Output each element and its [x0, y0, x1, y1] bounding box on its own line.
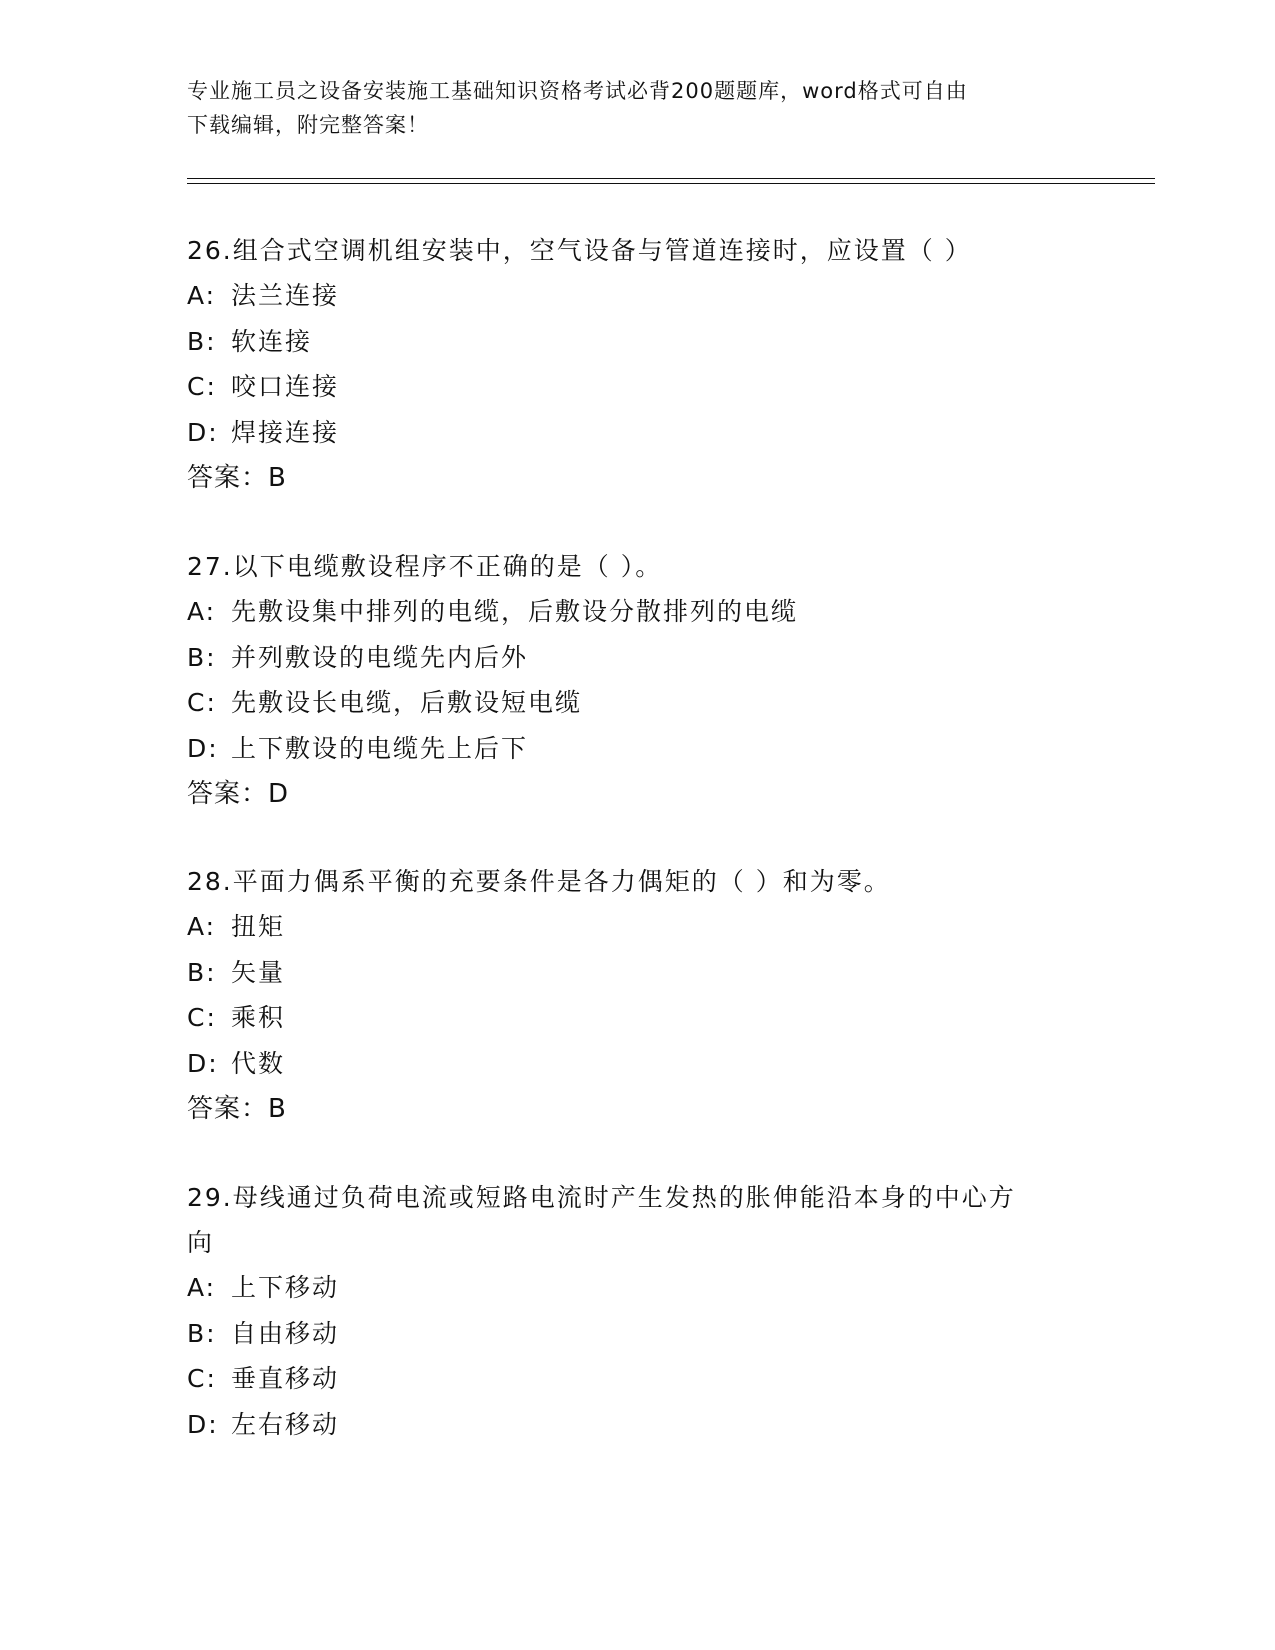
option-b — [187, 950, 1087, 996]
option-d — [187, 410, 1087, 456]
option-d — [187, 726, 1087, 772]
option-c — [187, 995, 1087, 1041]
question-27 — [187, 544, 1087, 817]
option-key: D: — [187, 1409, 219, 1439]
document-header — [187, 74, 1087, 142]
option-text: 并列敷设的电缆先内后外 — [231, 642, 529, 672]
option-text: 软连接 — [231, 326, 313, 356]
option-text: 法兰连接 — [231, 281, 340, 310]
option-key: B: — [187, 957, 217, 987]
option-c — [187, 680, 1087, 726]
header-line-1: 专业施工员之设备安装施工基础知识资格考试必背200题题库，word格式可自由 — [187, 79, 968, 103]
option-key: C: — [187, 372, 217, 401]
option-text: 自由移动 — [231, 1318, 340, 1348]
question-stem-line-1: 29.母线通过负荷电流或短路电流时产生发热的胀伸能沿本身的中心方 — [187, 1183, 1016, 1212]
option-a — [187, 589, 1087, 635]
option-text: 代数 — [231, 1048, 286, 1078]
option-c — [187, 1356, 1087, 1402]
option-key: C: — [187, 688, 217, 717]
option-key: D: — [187, 1048, 219, 1078]
question-28 — [187, 859, 1087, 1132]
answer-line: 答案：D — [187, 779, 290, 809]
option-key: A: — [187, 912, 217, 941]
question-stem: 26.组合式空调机组安装中，空气设备与管道连接时，应设置（ ） — [187, 236, 972, 265]
option-text: 上下敷设的电缆先上后下 — [231, 733, 529, 763]
option-key: A: — [187, 1273, 217, 1302]
option-text: 咬口连接 — [231, 372, 340, 401]
option-b — [187, 319, 1087, 365]
option-d — [187, 1402, 1087, 1448]
question-stem: 28.平面力偶系平衡的充要条件是各力偶矩的（ ）和为零。 — [187, 867, 891, 896]
option-key: B: — [187, 1318, 217, 1348]
option-text: 矢量 — [231, 957, 286, 987]
header-divider-top — [187, 178, 1155, 179]
answer-line: 答案：B — [187, 1094, 287, 1124]
option-text: 先敷设集中排列的电缆，后敷设分散排列的电缆 — [231, 597, 799, 626]
question-29 — [187, 1175, 1087, 1447]
option-text: 垂直移动 — [231, 1364, 340, 1393]
option-text: 乘积 — [231, 1003, 286, 1032]
option-text: 先敷设长电缆，后敷设短电缆 — [231, 688, 583, 717]
option-text: 扭矩 — [231, 912, 286, 941]
option-text: 左右移动 — [231, 1409, 340, 1439]
answer-line: 答案：B — [187, 463, 287, 493]
option-key: B: — [187, 326, 217, 356]
option-key: C: — [187, 1003, 217, 1032]
option-b — [187, 1311, 1087, 1357]
question-stem: 27.以下电缆敷设程序不正确的是（ ）。 — [187, 552, 663, 581]
question-26 — [187, 228, 1087, 501]
option-key: A: — [187, 281, 217, 310]
option-key: C: — [187, 1364, 217, 1393]
option-c — [187, 364, 1087, 410]
option-key: B: — [187, 642, 217, 672]
option-key: D: — [187, 733, 219, 763]
option-a — [187, 1265, 1087, 1311]
option-a — [187, 273, 1087, 319]
option-d — [187, 1041, 1087, 1087]
header-divider-bottom — [187, 183, 1155, 184]
option-text: 焊接连接 — [231, 417, 340, 447]
option-b — [187, 635, 1087, 681]
header-line-2: 下载编辑，附完整答案！ — [187, 113, 429, 137]
question-stem-line-2: 向 — [187, 1228, 215, 1257]
option-key: D: — [187, 417, 219, 447]
option-key: A: — [187, 597, 217, 626]
option-a — [187, 904, 1087, 950]
option-text: 上下移动 — [231, 1273, 340, 1302]
